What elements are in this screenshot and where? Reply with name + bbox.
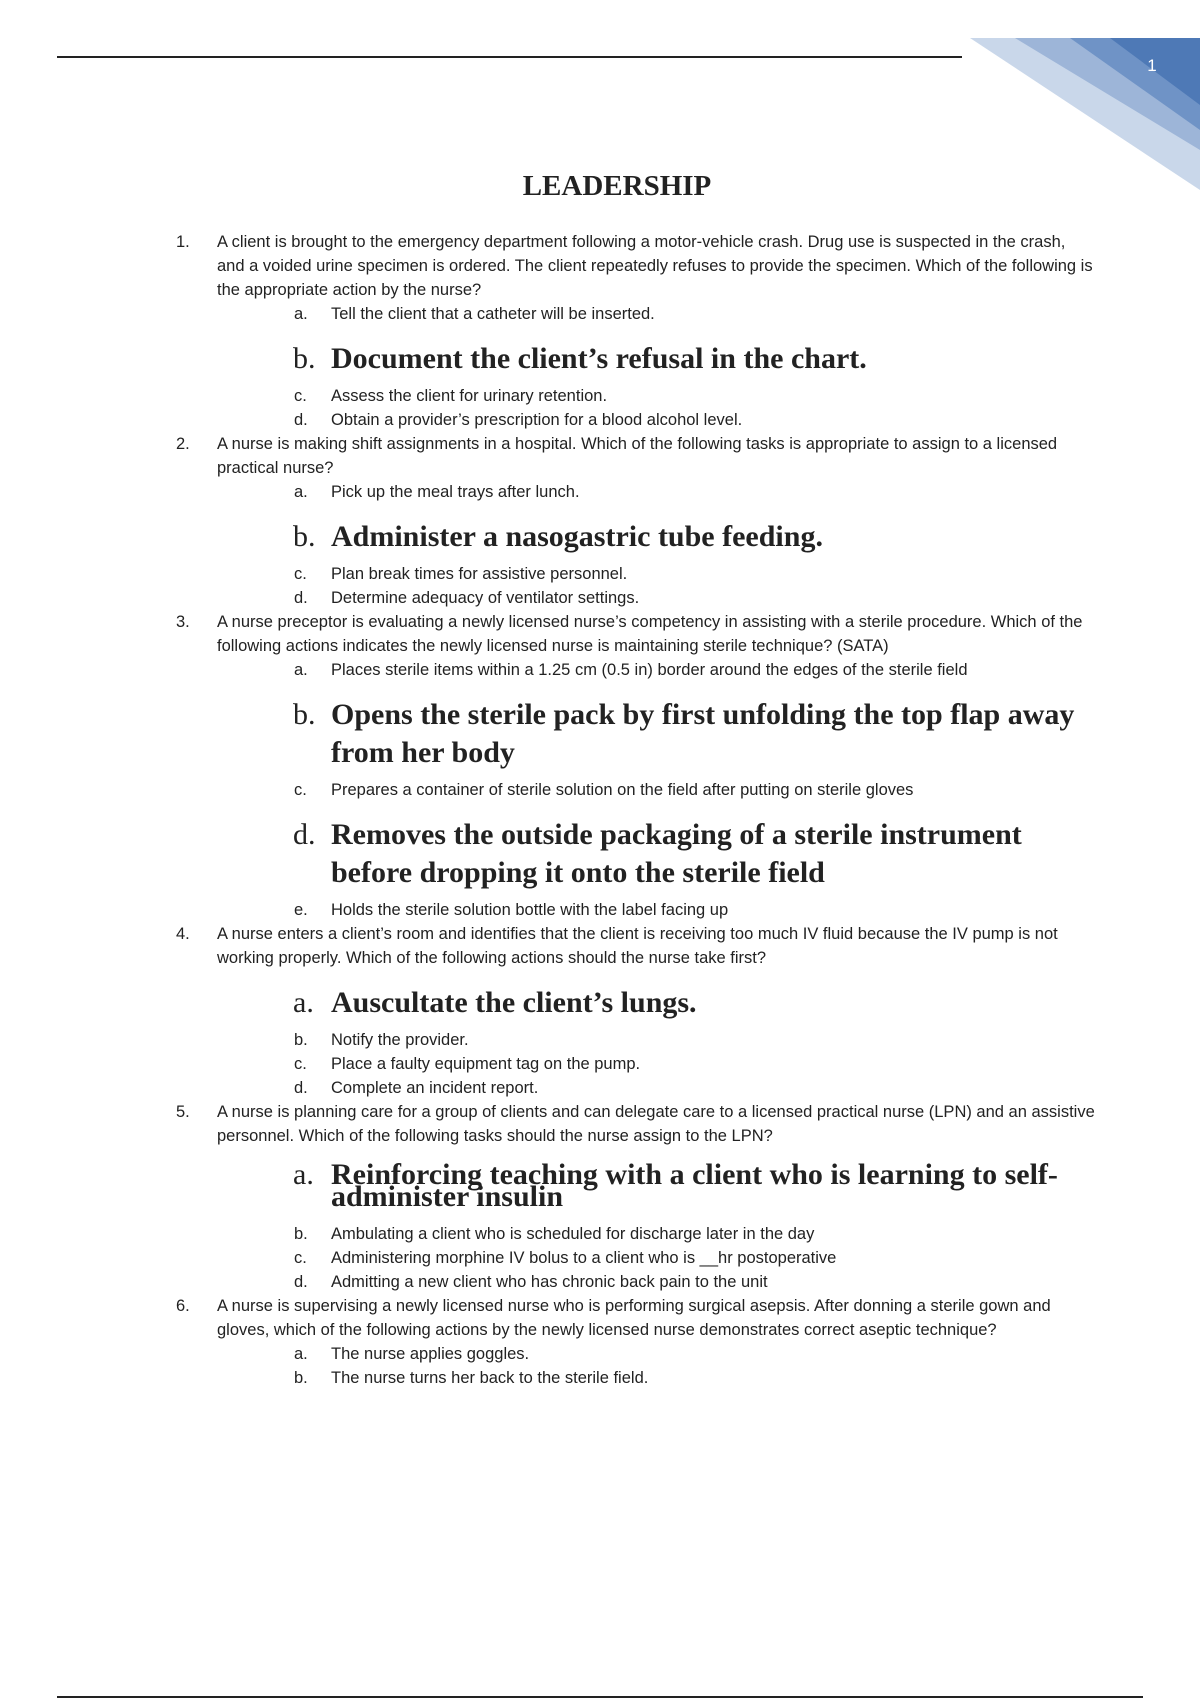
option-text: Places sterile items within a 1.25 cm (0.5 in) border around the edges of the sterile field [331, 661, 968, 679]
question-3 [176, 610, 1096, 922]
option-text: The nurse applies goggles. [331, 1345, 530, 1363]
option [217, 1366, 1096, 1390]
option-letter: b. [294, 1031, 308, 1049]
question-text: A client is brought to the emergency department following a motor-vehicle crash. Drug use is suspected in the crash, and a voided urine specimen is ordered. The client repeatedly refuses to provide the specimen. Which of the following is the appropriate action by the nurse? [217, 233, 1093, 299]
question-5 [176, 1100, 1096, 1294]
option-letter: c. [294, 1055, 307, 1073]
option [217, 898, 1096, 922]
option-text: Holds the sterile solution bottle with the label facing up [331, 901, 729, 919]
option-letter: c. [294, 565, 307, 583]
question-4 [176, 922, 1096, 1100]
answer-option [217, 518, 1096, 556]
question-text: A nurse preceptor is evaluating a newly licensed nurse’s competency in assisting with a sterile procedure. Which of the following actions indicates the newly licensed nurse is maintaining sterile technique? (SATA) [217, 613, 1083, 655]
option-letter: a. [293, 1158, 314, 1191]
question-2 [176, 432, 1096, 610]
option-letter: d. [294, 589, 308, 607]
option-letter: c. [294, 781, 307, 799]
option-letter: c. [294, 387, 307, 405]
option [217, 778, 1096, 802]
option-text: Reinforcing teaching with a client who is learning to self-administer insulin [331, 1158, 1058, 1213]
option [217, 302, 1096, 326]
option [217, 1270, 1096, 1294]
question-text: A nurse is supervising a newly licensed nurse who is performing surgical asepsis. After donning a sterile gown and gloves, which of the following actions by the newly licensed nurse demonstrates correct aseptic technique? [217, 1297, 1051, 1339]
option [217, 658, 1096, 682]
question-text: A nurse is making shift assignments in a hospital. Which of the following tasks is appropriate to assign to a licensed practical nurse? [217, 435, 1058, 477]
answer-option [217, 1158, 1096, 1213]
option-letter: d. [293, 818, 316, 851]
option-letter: a. [294, 483, 308, 501]
question-number: 5. [176, 1103, 190, 1121]
option [217, 1246, 1096, 1270]
option-text: Obtain a provider’s prescription for a blood alcohol level. [331, 411, 743, 429]
option-text: Admitting a new client who has chronic back pain to the unit [331, 1273, 768, 1291]
option-letter: b. [294, 1225, 308, 1243]
option [217, 1052, 1096, 1076]
option-letter: d. [294, 1079, 308, 1097]
option-text: Assess the client for urinary retention. [331, 387, 608, 405]
document-title: LEADERSHIP [522, 170, 712, 202]
question-number: 4. [176, 925, 190, 943]
question-number: 2. [176, 435, 190, 453]
option-text: Tell the client that a catheter will be inserted. [331, 305, 655, 323]
question-text: A nurse enters a client’s room and identifies that the client is receiving too much IV fluid because the IV pump is not working properly. Which of the following actions should the nurse take first? [217, 925, 1058, 967]
option [217, 384, 1096, 408]
page-number: 1 [1147, 56, 1157, 75]
option-text: The nurse turns her back to the sterile field. [331, 1369, 649, 1387]
option-text: Determine adequacy of ventilator settings. [331, 589, 640, 607]
option-letter: a. [294, 305, 308, 323]
question-list [176, 230, 1096, 1390]
option-letter: a. [293, 986, 314, 1019]
option [217, 480, 1096, 504]
option-letter: b. [293, 698, 316, 731]
option-letter: c. [294, 1249, 307, 1267]
footer-rule [57, 1696, 1143, 1698]
option-text: Administering morphine IV bolus to a client who is __hr postoperative [331, 1249, 837, 1267]
option-text: Complete an incident report. [331, 1079, 539, 1097]
option-letter: e. [294, 901, 308, 919]
option-letter: b. [293, 520, 316, 553]
option-text: Ambulating a client who is scheduled for discharge later in the day [331, 1225, 815, 1243]
option-letter: a. [294, 1345, 308, 1363]
option-text: Opens the sterile pack by first unfolding the top flap away from her body [331, 698, 1075, 769]
option-letter: b. [294, 1369, 308, 1387]
header-rule [57, 56, 962, 58]
option [217, 586, 1096, 610]
answer-option [217, 816, 1096, 892]
option-text: Pick up the meal trays after lunch. [331, 483, 580, 501]
option-letter: d. [294, 1273, 308, 1291]
option-letter: a. [294, 661, 308, 679]
question-6 [176, 1294, 1096, 1390]
answer-option [217, 984, 1096, 1022]
option-text: Notify the provider. [331, 1031, 469, 1049]
option-text: Place a faulty equipment tag on the pump. [331, 1055, 641, 1073]
option [217, 562, 1096, 586]
option-text: Administer a nasogastric tube feeding. [331, 520, 823, 553]
option-letter: b. [293, 342, 316, 375]
option [217, 1076, 1096, 1100]
answer-option [217, 340, 1096, 378]
option-text: Prepares a container of sterile solution on the field after putting on sterile gloves [331, 781, 914, 799]
question-1 [176, 230, 1096, 432]
answer-option [217, 696, 1096, 772]
option [217, 1028, 1096, 1052]
option [217, 1222, 1096, 1246]
option-text: Plan break times for assistive personnel. [331, 565, 628, 583]
option-text: Auscultate the client’s lungs. [331, 986, 697, 1019]
option [217, 1342, 1096, 1366]
option-text: Removes the outside packaging of a sterile instrument before dropping it onto the sterile field [331, 818, 1022, 889]
option-letter: d. [294, 411, 308, 429]
question-text: A nurse is planning care for a group of clients and can delegate care to a licensed practical nurse (LPN) and an assistive personnel. Which of the following tasks should the nurse assign to the LPN? [217, 1103, 1095, 1145]
option [217, 408, 1096, 432]
question-number: 6. [176, 1297, 190, 1315]
question-number: 1. [176, 233, 190, 251]
option-text: Document the client’s refusal in the chart. [331, 342, 867, 375]
question-number: 3. [176, 613, 190, 631]
